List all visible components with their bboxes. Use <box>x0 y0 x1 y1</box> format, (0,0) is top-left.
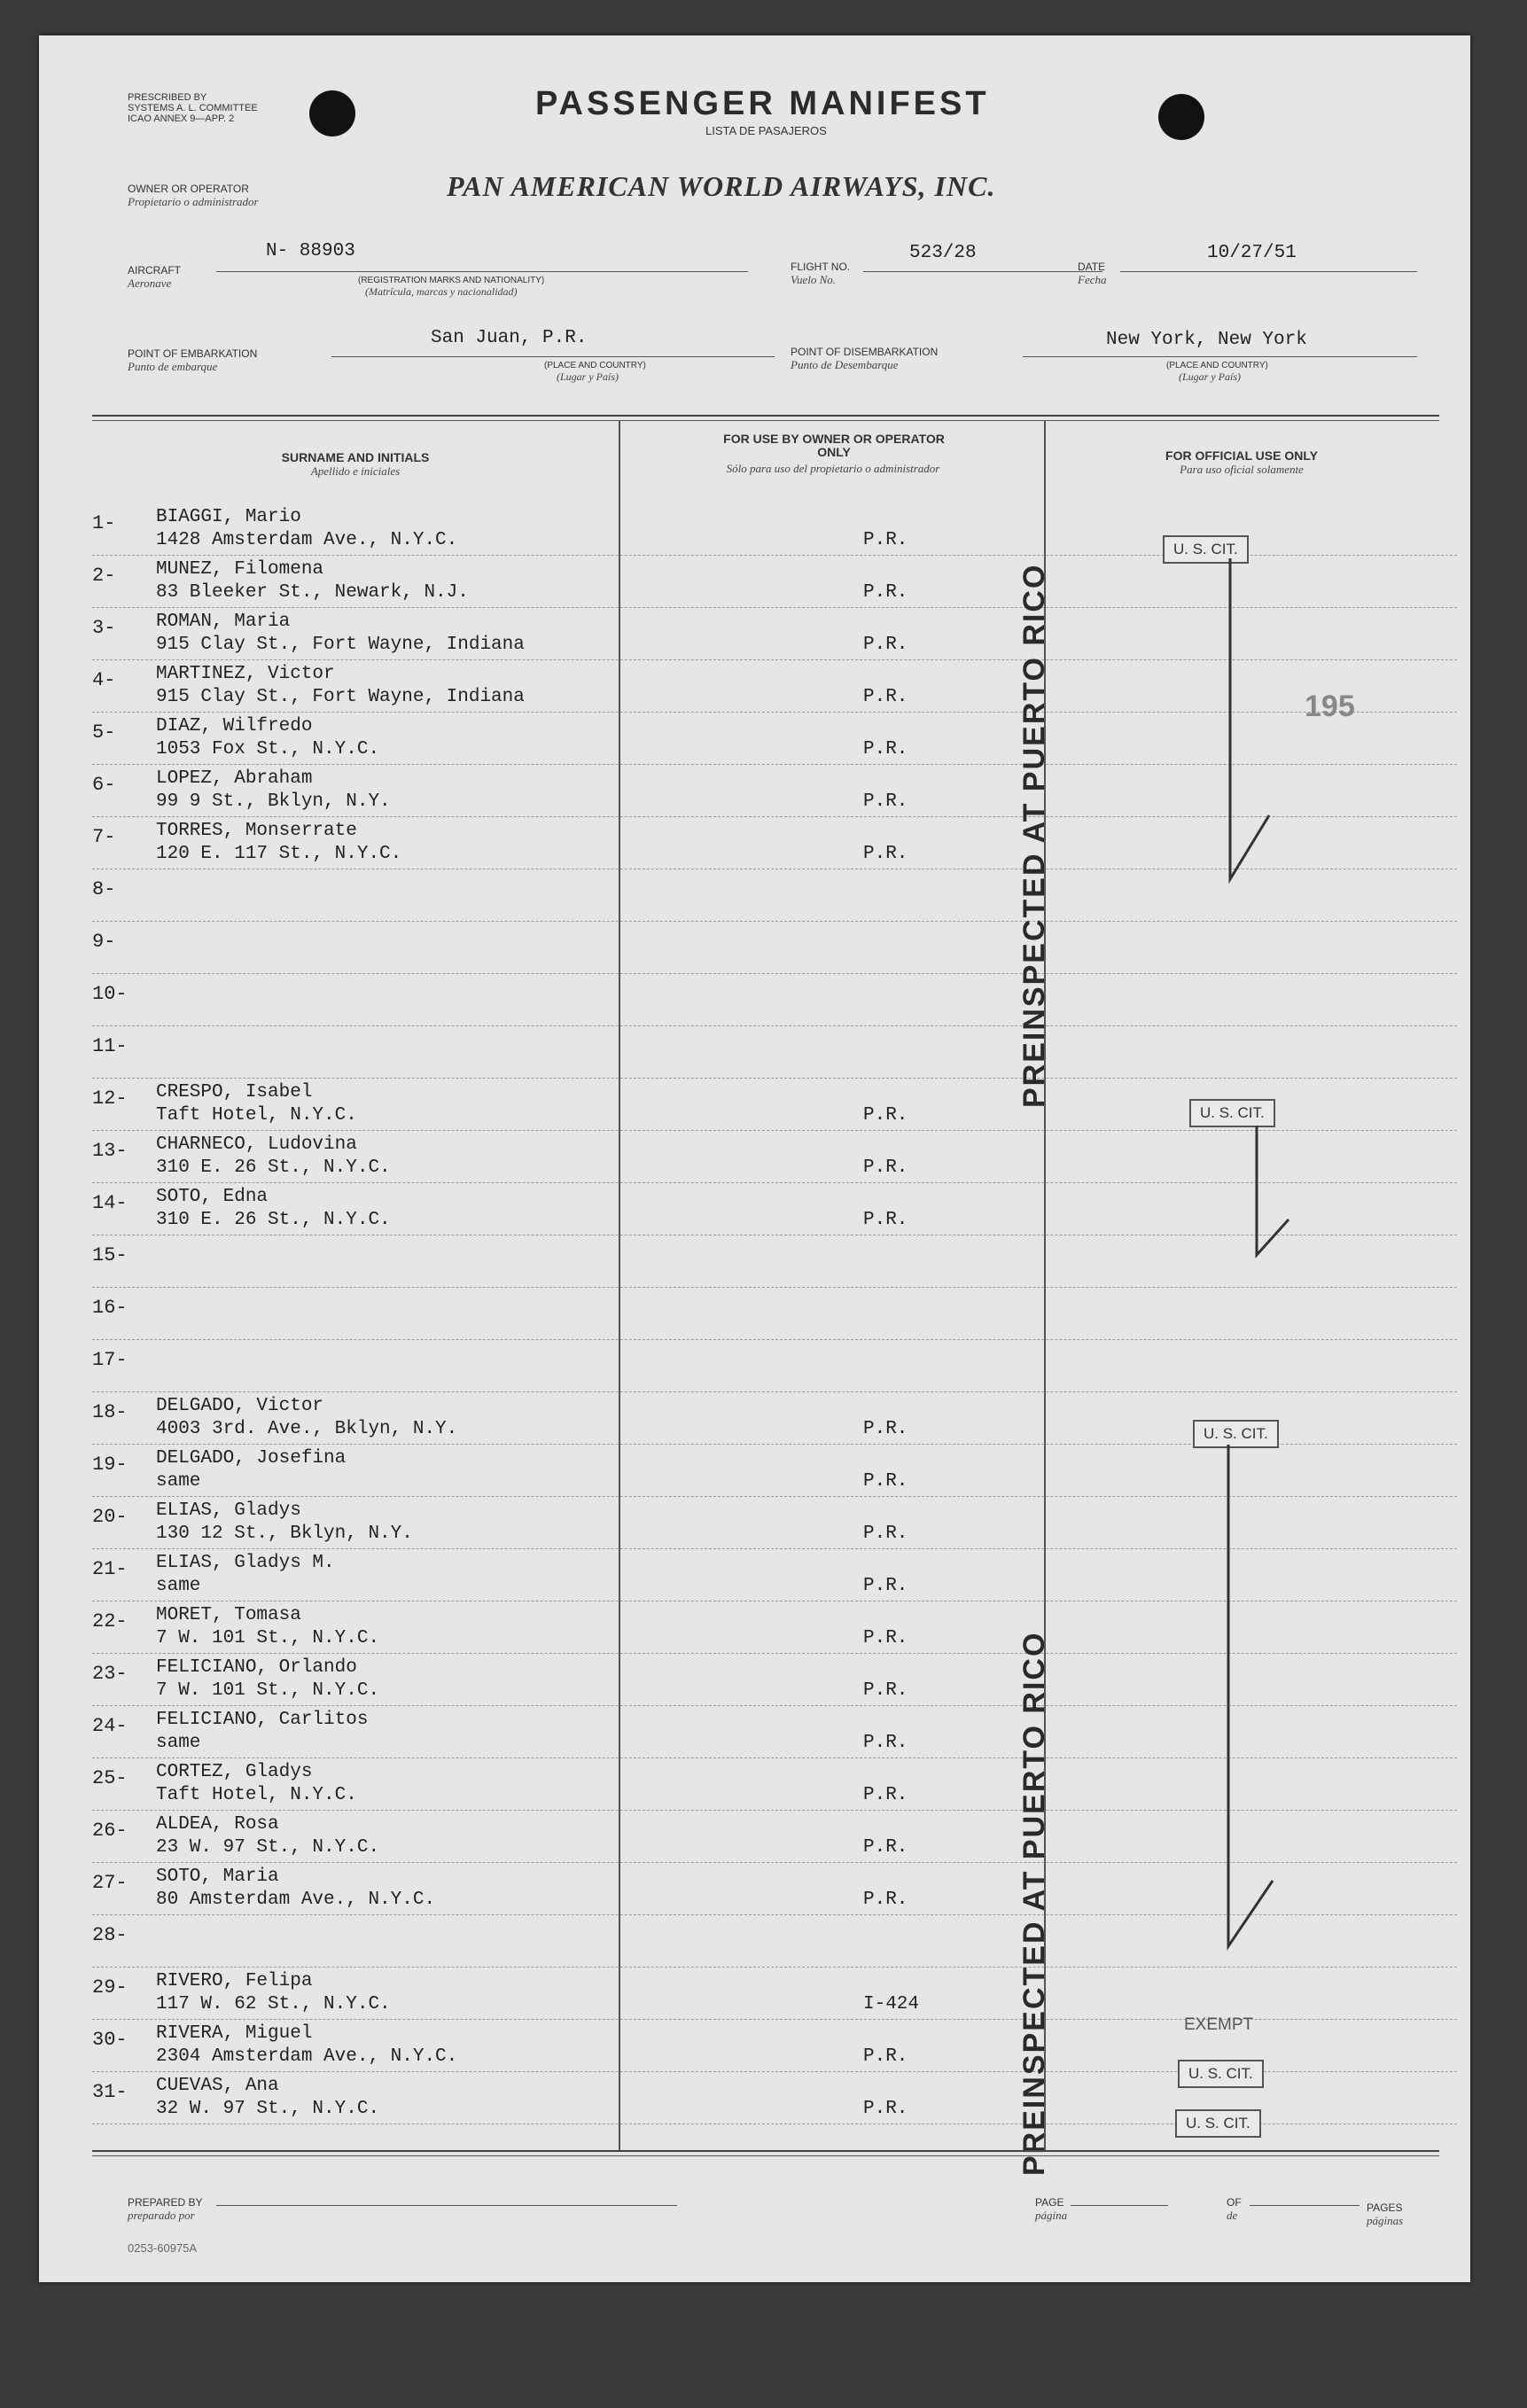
passenger-name: MORET, Tomasa <box>156 1605 301 1625</box>
page-label-es: página <box>1035 2209 1068 2222</box>
official-checkmarks <box>39 35 1470 2282</box>
passenger-address: 310 E. 26 St., N.Y.C. <box>156 1210 391 1230</box>
row-number: 30- <box>92 2029 128 2051</box>
passenger-name: SOTO, Edna <box>156 1187 269 1207</box>
form-ref-line3: ICAO ANNEX 9—APP. 2 <box>128 113 235 124</box>
passenger-name: DELGADO, Josefina <box>156 1448 347 1469</box>
passenger-address: 80 Amsterdam Ave., N.Y.C. <box>156 1890 436 1910</box>
date-value: 10/27/51 <box>1207 243 1297 263</box>
col-header-surname-es: Apellido e iniciales <box>310 464 401 478</box>
passenger-name: MARTINEZ, Victor <box>156 664 335 684</box>
row-number: 15- <box>92 1244 128 1266</box>
operator-note: P.R. <box>863 582 908 603</box>
disembarkation-value: New York, New York <box>1106 330 1307 350</box>
passenger-name: CUEVAS, Ana <box>156 2076 279 2096</box>
passenger-name: LOPEZ, Abraham <box>156 768 313 789</box>
embark-place-note-es: (Lugar y País) <box>557 370 619 383</box>
row-number: 31- <box>92 2081 128 2103</box>
row-number: 19- <box>92 1453 128 1476</box>
manifest-page <box>39 35 1470 2282</box>
aircraft-label: AIRCRAFT <box>128 264 181 277</box>
row-number: 26- <box>92 1820 128 1842</box>
passenger-address: 1428 Amsterdam Ave., N.Y.C. <box>156 530 458 550</box>
operator-note: I-424 <box>863 1994 920 2014</box>
page-label: PAGE <box>1035 2196 1064 2209</box>
pages-label-es: páginas <box>1367 2214 1404 2227</box>
page-subtitle: LISTA DE PASAJEROS <box>705 124 827 137</box>
passenger-name: ELIAS, Gladys M. <box>156 1553 335 1573</box>
passenger-address: 117 W. 62 St., N.Y.C. <box>156 1994 391 2014</box>
passenger-name: BIAGGI, Mario <box>156 507 301 527</box>
stamped-number: 195 <box>1305 690 1355 723</box>
row-number: 14- <box>92 1192 128 1214</box>
aircraft-value: N- 88903 <box>266 241 355 261</box>
passenger-address: 83 Bleeker St., Newark, N.J. <box>156 582 469 603</box>
row-number: 20- <box>92 1506 128 1528</box>
operator-note: P.R. <box>863 739 908 760</box>
passenger-address: 915 Clay St., Fort Wayne, Indiana <box>156 635 525 655</box>
airline-name: PAN AMERICAN WORLD AIRWAYS, INC. <box>447 170 996 202</box>
owner-label: OWNER OR OPERATOR <box>128 183 249 195</box>
passenger-address: 7 W. 101 St., N.Y.C. <box>156 1680 380 1701</box>
passenger-name: ELIAS, Gladys <box>156 1500 301 1521</box>
passenger-address: same <box>156 1733 201 1753</box>
row-number: 2- <box>92 565 116 587</box>
form-ref-line1: PRESCRIBED BY <box>128 92 207 103</box>
pages-label: PAGES <box>1367 2201 1403 2214</box>
operator-note: P.R. <box>863 1733 908 1753</box>
passenger-name: TORRES, Monserrate <box>156 821 357 841</box>
us-citizen-stamp-3: U. S. CIT. <box>1193 1420 1279 1448</box>
operator-note: P.R. <box>863 1471 908 1492</box>
operator-note: P.R. <box>863 1157 908 1178</box>
passenger-address: same <box>156 1471 201 1492</box>
operator-note: P.R. <box>863 1628 908 1648</box>
col-header-surname: SURNAME AND INITIALS <box>281 450 430 464</box>
operator-note: P.R. <box>863 635 908 655</box>
passenger-address: 99 9 St., Bklyn, N.Y. <box>156 791 391 812</box>
row-number: 3- <box>92 617 116 639</box>
flight-value: 523/28 <box>909 243 977 263</box>
passenger-name: SOTO, Maria <box>156 1866 279 1887</box>
passenger-address: Taft Hotel, N.Y.C. <box>156 1785 357 1805</box>
row-number: 17- <box>92 1349 128 1371</box>
operator-note: P.R. <box>863 1419 908 1439</box>
col-header-official-es: Para uso oficial solamente <box>1180 463 1304 476</box>
row-number: 13- <box>92 1140 128 1162</box>
passenger-name: CORTEZ, Gladys <box>156 1762 313 1782</box>
passenger-name: FELICIANO, Orlando <box>156 1657 357 1678</box>
passenger-name: DIAZ, Wilfredo <box>156 716 313 736</box>
passenger-address: same <box>156 1576 201 1596</box>
row-number: 23- <box>92 1663 128 1685</box>
registration-note: (REGISTRATION MARKS AND NATIONALITY) <box>358 276 545 285</box>
embarkation-value: San Juan, P.R. <box>431 328 588 348</box>
row-number: 12- <box>92 1087 128 1110</box>
operator-note: P.R. <box>863 1524 908 1544</box>
row-number: 28- <box>92 1924 128 1946</box>
disembark-place-note: (PLACE AND COUNTRY) <box>1166 361 1268 370</box>
row-number: 4- <box>92 669 116 691</box>
passenger-address: 915 Clay St., Fort Wayne, Indiana <box>156 687 525 707</box>
page-line <box>1071 2205 1168 2206</box>
row-number: 27- <box>92 1872 128 1894</box>
preinspected-stamp-top: PREINSPECTED AT PUERTO RICO <box>1017 563 1051 1108</box>
passenger-name: ROMAN, Maria <box>156 612 291 632</box>
row-number: 18- <box>92 1401 128 1423</box>
row-number: 9- <box>92 931 116 953</box>
preinspected-stamp-bottom: PREINSPECTED AT PUERTO RICO <box>1017 1631 1051 2176</box>
row-number: 11- <box>92 1035 128 1057</box>
date-label: DATE <box>1078 261 1106 273</box>
row-number: 5- <box>92 721 116 744</box>
row-number: 6- <box>92 774 116 796</box>
exempt-stamp: EXEMPT <box>1184 2015 1254 2034</box>
row-number: 16- <box>92 1297 128 1319</box>
disembark-place-note-es: (Lugar y País) <box>1179 370 1241 383</box>
passenger-address: 23 W. 97 St., N.Y.C. <box>156 1837 380 1858</box>
passenger-address: 4003 3rd. Ave., Bklyn, N.Y. <box>156 1419 458 1439</box>
disembarkation-label: POINT OF DISEMBARKATION <box>791 346 939 358</box>
page-title: PASSENGER MANIFEST <box>535 85 990 122</box>
embarkation-label: POINT OF EMBARKATION <box>128 347 258 360</box>
passenger-address: 32 W. 97 St., N.Y.C. <box>156 2099 380 2119</box>
passenger-address: 310 E. 26 St., N.Y.C. <box>156 1157 391 1178</box>
operator-note: P.R. <box>863 1105 908 1126</box>
prepared-by-label-es: preparado por <box>128 2209 195 2222</box>
us-citizen-stamp-5: U. S. CIT. <box>1175 2109 1261 2138</box>
prepared-by-label: PREPARED BY <box>128 2196 203 2209</box>
disembarkation-label-es: Punto de Desembarque <box>791 358 899 371</box>
row-number: 7- <box>92 826 116 848</box>
date-label-es: Fecha <box>1078 273 1107 286</box>
passenger-address: 120 E. 117 St., N.Y.C. <box>156 844 402 864</box>
operator-note: P.R. <box>863 1210 908 1230</box>
passenger-name: RIVERO, Felipa <box>156 1971 313 1991</box>
form-code: 0253-60975A <box>128 2241 198 2255</box>
passenger-name: CHARNECO, Ludovina <box>156 1134 357 1155</box>
form-ref-line2: SYSTEMS A. L. COMMITTEE <box>128 103 258 113</box>
row-number: 22- <box>92 1610 128 1633</box>
row-number: 24- <box>92 1715 128 1737</box>
table-bottom-rule-2 <box>92 2155 1439 2156</box>
operator-note: P.R. <box>863 687 908 707</box>
operator-note: P.R. <box>863 1785 908 1805</box>
row-number: 25- <box>92 1767 128 1789</box>
operator-note: P.R. <box>863 791 908 812</box>
flight-label-es: Vuelo No. <box>791 273 837 286</box>
operator-note: P.R. <box>863 2046 908 2067</box>
table-bottom-rule <box>92 2150 1439 2152</box>
col-header-owner: FOR USE BY OWNER OR OPERATOR ONLY <box>723 432 945 459</box>
passenger-name: ALDEA, Rosa <box>156 1814 279 1835</box>
operator-note: P.R. <box>863 1890 908 1910</box>
passenger-name: DELGADO, Victor <box>156 1396 324 1416</box>
passenger-address: 1053 Fox St., N.Y.C. <box>156 739 380 760</box>
owner-label-es: Propietario o administrador <box>128 195 259 208</box>
passenger-name: RIVERA, Miguel <box>156 2023 313 2044</box>
operator-note: P.R. <box>863 844 908 864</box>
passenger-address: 130 12 St., Bklyn, N.Y. <box>156 1524 413 1544</box>
passenger-address: 7 W. 101 St., N.Y.C. <box>156 1628 380 1648</box>
row-number: 10- <box>92 983 128 1005</box>
embarkation-label-es: Punto de embarque <box>128 360 218 373</box>
col-header-owner-es: Sólo para uso del propietario o administrador <box>726 462 940 475</box>
row-number: 8- <box>92 878 116 900</box>
embark-place-note: (PLACE AND COUNTRY) <box>544 361 646 370</box>
prepared-by-line <box>216 2205 677 2206</box>
passenger-name: FELICIANO, Carlitos <box>156 1710 369 1730</box>
operator-note: P.R. <box>863 1576 908 1596</box>
us-citizen-stamp-2: U. S. CIT. <box>1189 1099 1275 1127</box>
col-header-official: FOR OFFICIAL USE ONLY <box>1165 448 1318 463</box>
passenger-name: MUNEZ, Filomena <box>156 559 324 580</box>
passenger-name: CRESPO, Isabel <box>156 1082 313 1103</box>
operator-note: P.R. <box>863 1680 908 1701</box>
passenger-address: 2304 Amsterdam Ave., N.Y.C. <box>156 2046 458 2067</box>
row-number: 1- <box>92 512 116 534</box>
row-number: 29- <box>92 1976 128 1999</box>
us-citizen-stamp-4: U. S. CIT. <box>1178 2060 1264 2088</box>
registration-note-es: (Matrícula, marcas y nacionalidad) <box>365 285 518 298</box>
us-citizen-stamp-1: U. S. CIT. <box>1163 535 1249 564</box>
of-label-es: de <box>1227 2209 1238 2222</box>
operator-note: P.R. <box>863 530 908 550</box>
of-line <box>1250 2205 1359 2206</box>
of-label: OF <box>1227 2196 1242 2209</box>
row-number: 21- <box>92 1558 128 1580</box>
operator-note: P.R. <box>863 2099 908 2119</box>
operator-note: P.R. <box>863 1837 908 1858</box>
passenger-address: Taft Hotel, N.Y.C. <box>156 1105 357 1126</box>
flight-label: FLIGHT NO. <box>791 261 851 273</box>
aircraft-label-es: Aeronave <box>128 277 172 290</box>
